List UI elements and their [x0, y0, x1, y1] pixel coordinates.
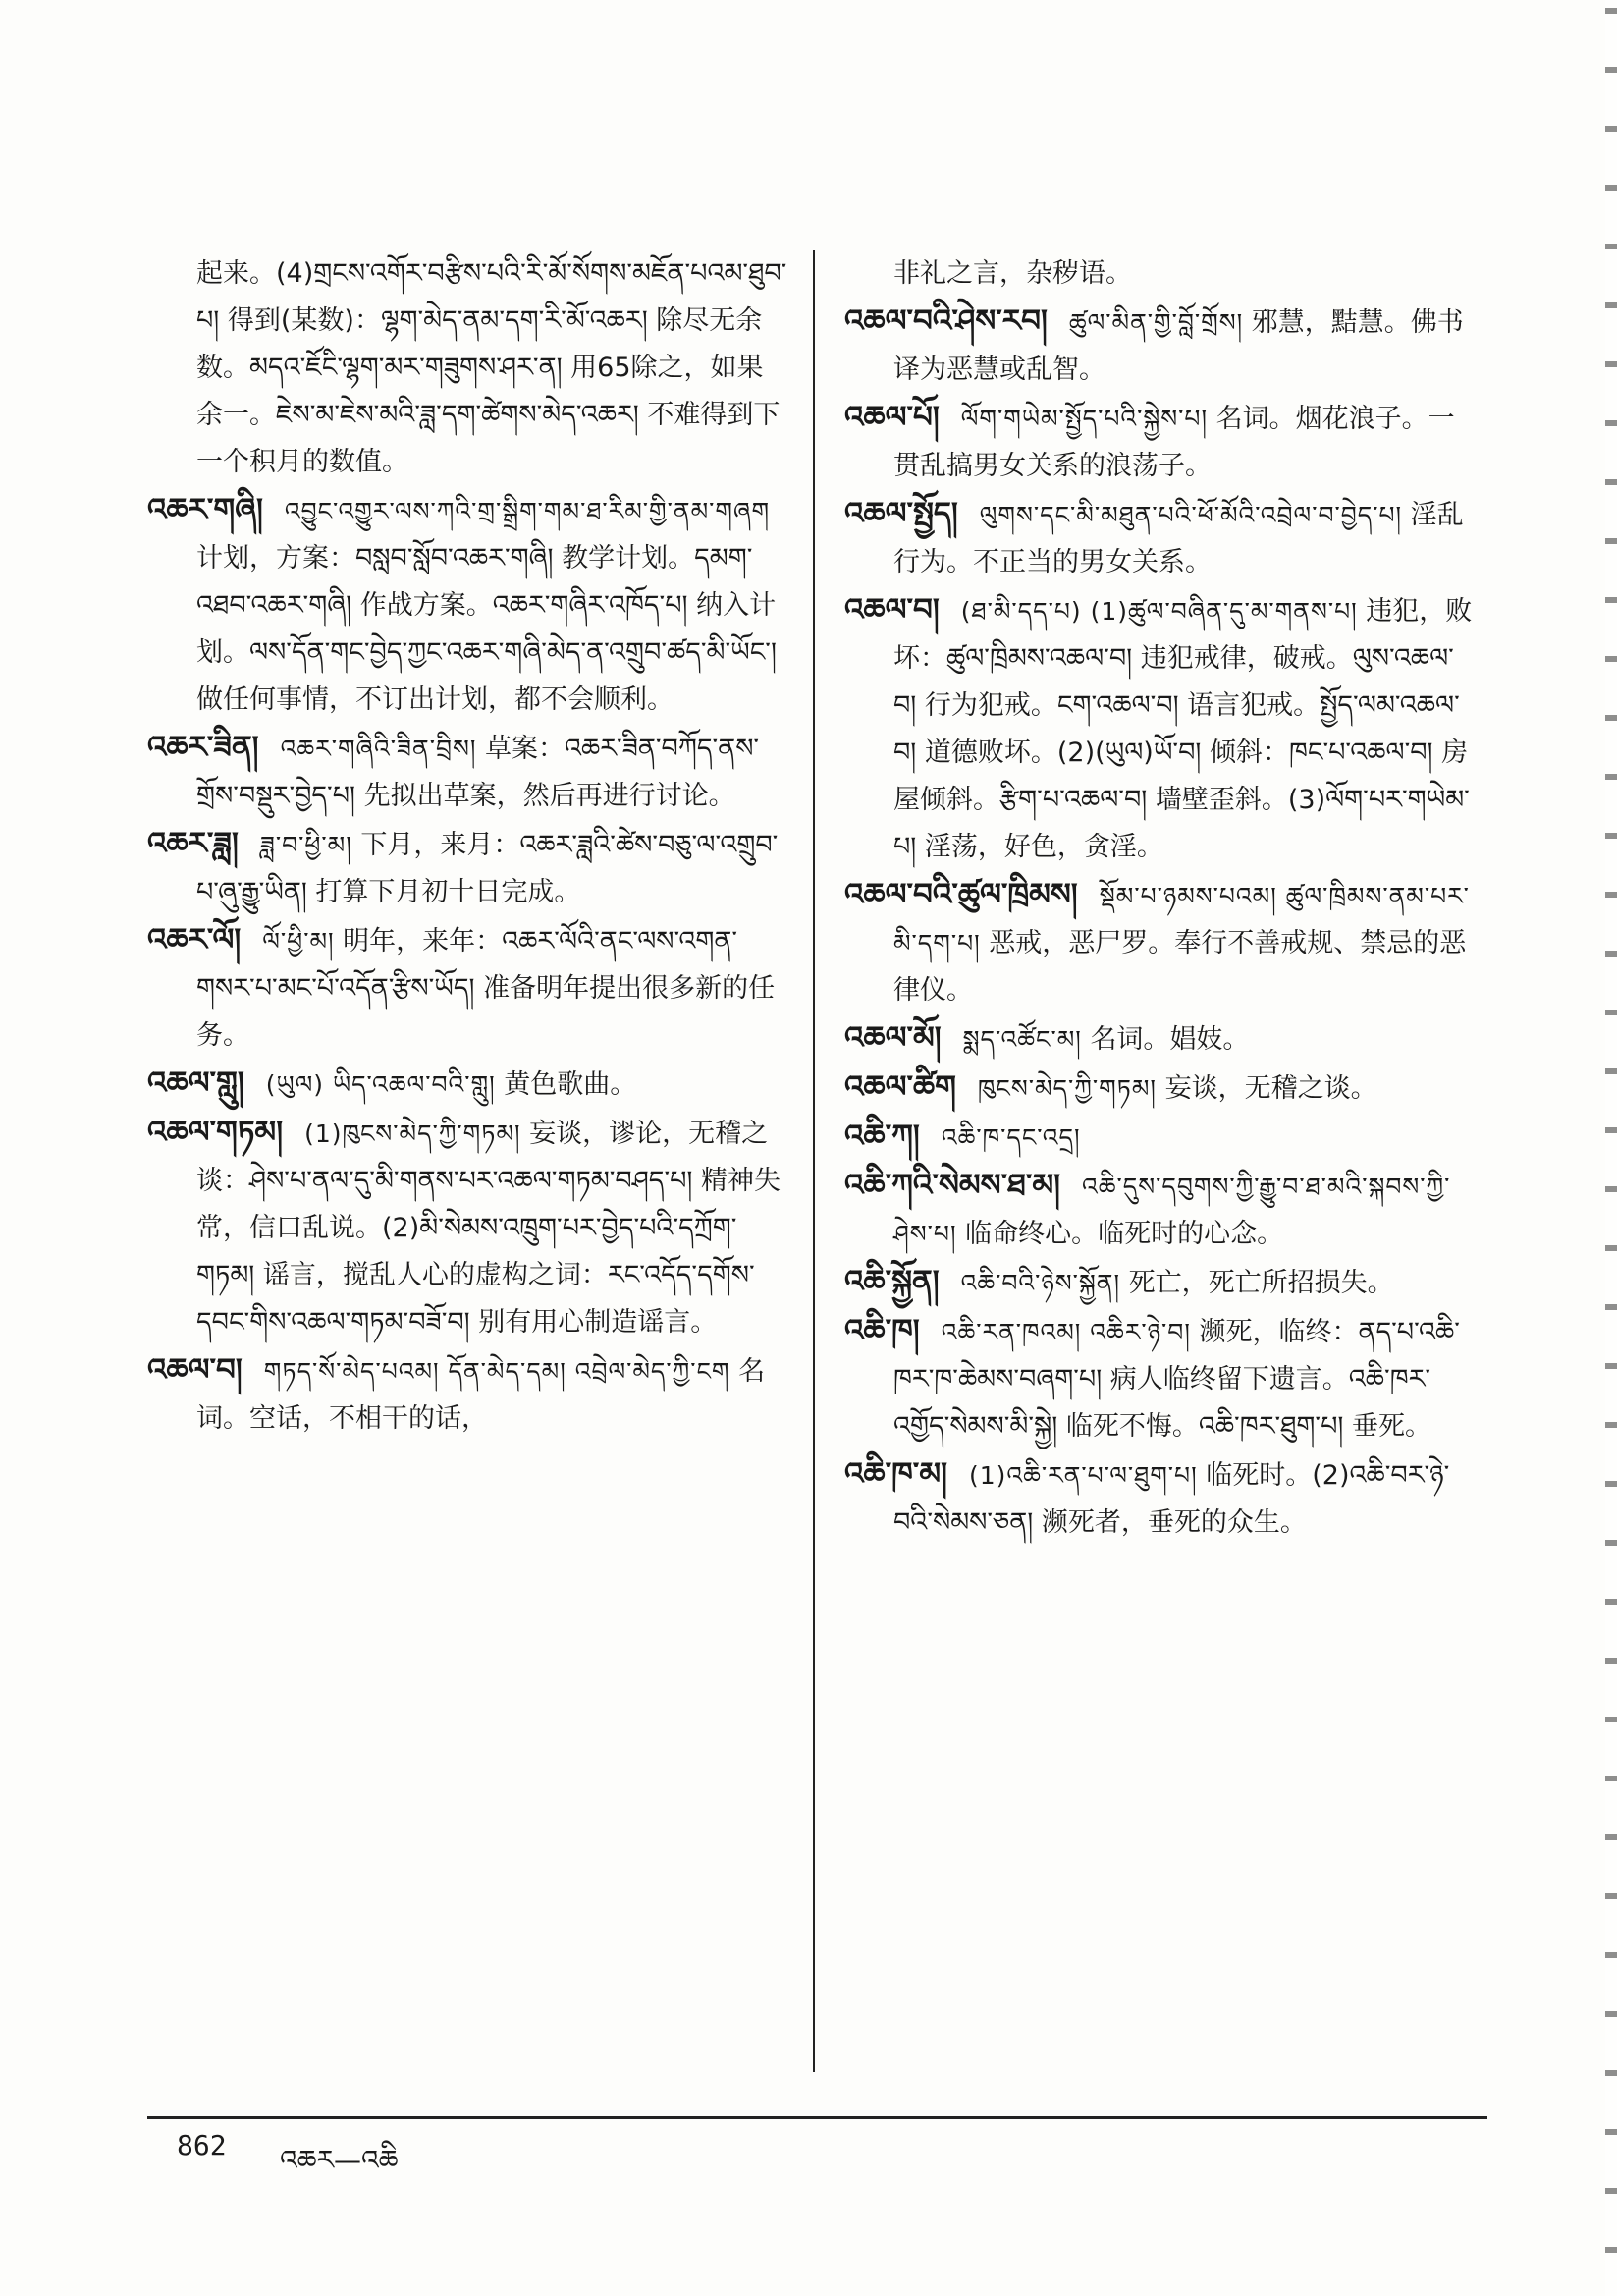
entry-text: 濒死，临终：ནད་པ་འཆི་ཁར་ཁ་ཆེམས་བཞག་པ། 病人临终留下遗言。འཆི་ཁར་འགྱོད་སེམས་མི་སྐྱེ། 临死不悔。འཆི་ཁར་ཐུག་པ། 垂死。 [893, 1317, 1460, 1442]
headword: འཆལ་བ། [147, 1352, 243, 1388]
tibetan-definition: ལུགས་དང་མི་མཐུན་པའི་ཕོ་མོའི་འབྲེལ་བ་བྱེད་པ། [979, 501, 1403, 529]
dictionary-entry [844, 250, 1473, 298]
headword: འཆལ་བ། [844, 592, 940, 628]
page-number: 862 [177, 2129, 227, 2161]
tibetan-definition: ལོ་ཕྱི་མ། [262, 927, 335, 956]
column-divider [813, 250, 815, 2072]
scan-edge-decoration [1605, 0, 1617, 2296]
headword: འཆི་ཀ། [844, 1119, 920, 1154]
dictionary-entry [844, 1113, 1473, 1162]
dictionary-entry [844, 1307, 1473, 1450]
entry-text: 临命终心。临死时的心念。 [965, 1219, 1284, 1249]
entry-text: 名词。娼妓。 [1090, 1024, 1250, 1055]
entry-text: 名词。空话，不相干的话， [196, 1356, 766, 1434]
tibetan-definition: (ཡུལ) ཡིད་འཆལ་བའི་གླུ། [265, 1070, 496, 1099]
dictionary-entry [844, 1014, 1473, 1064]
entry-text: 下月，来月：འཆར་ཟླའི་ཚེས་བཅུ་ལ་འགྲུབ་པ་ཞུ་རྒྱུ་ཡིན། 打算下月初十日完成。 [196, 830, 779, 907]
headword: འཆལ་བའི་ཤེས་རབ། [844, 303, 1048, 339]
dictionary-entry [844, 394, 1473, 490]
headword: འཆི་ཀའི་སེམས་ཐ་མ། [844, 1168, 1060, 1203]
dictionary-entry [844, 490, 1473, 586]
headword: འཆར་ཟླ། [147, 826, 239, 861]
entry-text: 妄谈，无稽之谈。 [1164, 1073, 1377, 1104]
tibetan-definition: ལོག་གཡེམ་སྤྱོད་པའི་སྐྱེས་པ། [960, 405, 1208, 433]
tibetan-definition: འཆི་བའི་ཉེས་སྐྱོན། [960, 1269, 1121, 1297]
right-column [844, 250, 1473, 1547]
dictionary-entry [844, 1258, 1473, 1307]
entry-text: 名词。烟花浪子。一贯乱搞男女关系的浪荡子。 [893, 404, 1455, 481]
entry-text: 淫乱行为。不正当的男女关系。 [893, 500, 1464, 577]
tibetan-definition: འཆི་རན་ཁའམ། འཆིར་ཉེ་བ། [941, 1318, 1191, 1346]
headword: འཆར་ལོ། [147, 922, 242, 957]
dictionary-entry [147, 820, 787, 916]
tibetan-definition: (1)འཆི་རན་པ་ལ་ཐུག་པ། [968, 1461, 1198, 1490]
headword: འཆལ་གླུ། [147, 1066, 244, 1101]
dictionary-entry [147, 1060, 787, 1109]
dictionary-entry [147, 250, 787, 486]
tibetan-definition: ཁུངས་མེད་ཀྱི་གཏམ། [977, 1074, 1157, 1103]
running-head: འཆར—འཆི [280, 2144, 399, 2176]
headword: འཆལ་བའི་ཚུལ་ཁྲིམས། [844, 877, 1078, 912]
dictionary-entry [147, 1109, 787, 1346]
entry-text: 起来。(4)གྲངས་འགོར་བརྩིས་པའི་རི་མོ་སོགས་མཇོན་པའམ་ཐུབ་པ། 得到(某数)：ལྷག་མེད་ནམ་དག་རི་མོ་འཆར། 除尽无余数。མདའ་ཇོངི་ལྷག་མར་གཟུགས་ཤར་ན། 用65除之，如果余一。ཇེས་མ་ཇེས་མའི་ཟླ་དག་ཚེགས་མེད་འཆར། 不难得到下一个积月的数值。 [196, 258, 787, 477]
entry-text: 邪慧，黠慧。佛书译为恶慧或乱智。 [893, 307, 1464, 385]
headword: འཆར་ཟིན། [147, 730, 259, 765]
headword: འཆལ་པོ། [844, 400, 940, 435]
dictionary-entry [147, 1346, 787, 1443]
tibetan-definition: ཚུལ་མིན་གྱི་བློ་གྲོས། [1068, 308, 1244, 337]
entry-text: 草案：འཆར་ཟིན་བཀོད་ནས་གྲོས་བསྡུར་བྱེད་པ། 先拟出草案，然后再进行讨论。 [196, 734, 760, 811]
headword: འཆལ་མོ། [844, 1020, 942, 1056]
footer-rule [147, 2116, 1487, 2119]
dictionary-entry [844, 586, 1473, 871]
dictionary-entry [844, 1162, 1473, 1258]
headword: འཆི་སྐྱོན། [844, 1264, 940, 1299]
tibetan-definition: ཟླ་བ་ཕྱི་མ། [259, 831, 352, 859]
tibetan-definition: (1)ཁུངས་མེད་ཀྱི་གཏམ། [304, 1120, 521, 1148]
tibetan-definition: (ཐ་མི་དད་པ) (1)ཚུལ་བཞིན་དུ་མ་གནས་པ། [960, 597, 1358, 626]
tibetan-definition: འབྱུང་འགྱུར་ལས་ཀའི་གྲ་སྒྲིག་གམ་ཐ་རིམ་གྱི་ནམ་གཞག [284, 497, 771, 525]
entry-text: 非礼之言，杂秽语。 [893, 258, 1132, 289]
entry-text: 明年，来年：འཆར་ལོའི་ནང་ལས་འགན་གསར་པ་མང་པོ་འདོན་རྩིས་ཡོད། 准备明年提出很多新的任务。 [196, 926, 776, 1051]
entry-text: 临死时。(2)འཆི་བར་ཉེ་བའི་སེམས་ཅན། 濒死者，垂死的众生。 [893, 1460, 1450, 1538]
left-column [147, 250, 787, 1443]
dictionary-entry [147, 916, 787, 1060]
entry-text: 死亡，死亡所招损失。 [1128, 1268, 1394, 1298]
dictionary-entry [147, 724, 787, 820]
headword: འཆར་གཞི། [147, 492, 263, 527]
headword: འཆལ་ཚིག [844, 1069, 956, 1105]
tibetan-definition: སྡོམ་པ་ཉམས་པའམ། ཚུལ་ཁྲིམས་ནམ་པར་མི་དག་པ། [893, 882, 1470, 957]
headword: འཆལ་སྤྱོད། [844, 496, 958, 531]
tibetan-definition: འཆི་ཁ་དང་འདྲ། [941, 1123, 1081, 1152]
headword: འཆི་ཁ་མ། [844, 1456, 947, 1492]
dictionary-entry [844, 871, 1473, 1014]
tibetan-definition: སྨད་འཚོང་མ། [962, 1025, 1082, 1054]
tibetan-definition: གཏད་སོ་མེད་པའམ། དོན་མེད་དམ། འབྲེལ་མེད་ཀྱི་ངག [263, 1357, 730, 1386]
tibetan-definition: འཆི་དུས་དབུགས་ཀྱི་རྒྱུ་བ་ཐ་མའི་སྐབས་ཀྱི་ཤེས་པ། [893, 1173, 1451, 1248]
entry-text: 违犯，败坏：ཚུལ་ཁྲིམས་འཆལ་བ། 违犯戒律，破戒。ལུས་འཆལ་བ། 行为犯戒。ངག་འཆལ་བ། 语言犯戒。སྤྱོད་ལམ་འཆལ་བ། 道德败坏。(2)(ཡུལ)ཡོ་བ། 倾斜：ཁང་པ་འཆལ་བ། 房屋倾斜。རྩིག་པ་འཆལ་བ། 墙壁歪斜。(3)ལོག་པར་གཡེམ་པ། 淫荡，好色，贪淫。 [893, 596, 1473, 862]
entry-text: 妄谈，谬论，无稽之谈：ཤེས་པ་ནལ་དུ་མི་གནས་པར་འཆལ་གཏམ་བཤད་པ། 精神失常，信口乱说。(2)མི་སེམས་འཁྲུག་པར་བྱེད་པའི་དཀྲོག་གཏམ། 谣言，搅乱人心的虚构之词：རང་འདོད་དགོས་དབང་གིས་འཆལ་གཏམ་བཟོ་བ། 别有用心制造谣言。 [196, 1119, 781, 1338]
headword: འཆལ་གཏམ། [147, 1115, 284, 1150]
tibetan-definition: འཆར་གཞིའི་ཟིན་བྲིས། [280, 735, 477, 763]
entry-text: 黄色歌曲。 [504, 1069, 637, 1100]
entry-text: 计划，方案：བསླབ་སློབ་འཆར་གཞི། 教学计划。དམག་འཐབ་འཆར་གཞི། 作战方案。འཆར་གཞིར་འཁོད་པ། 纳入计划。ལས་དོན་གང་བྱེད་ཀྱང་འཆར་གཞི་མེད་ན་འགྲུབ་ཚད་མི་ཡོང་། 做任何事情，不订出计划，都不会顺利。 [196, 543, 777, 715]
entry-text: 恶戒，恶尸罗。奉行不善戒规、禁忌的恶律仪。 [893, 928, 1467, 1006]
dictionary-entry [844, 298, 1473, 394]
headword: འཆི་ཁ། [844, 1313, 920, 1348]
dictionary-entry [844, 1450, 1473, 1547]
dictionary-entry [844, 1064, 1473, 1113]
dictionary-entry [147, 486, 787, 724]
